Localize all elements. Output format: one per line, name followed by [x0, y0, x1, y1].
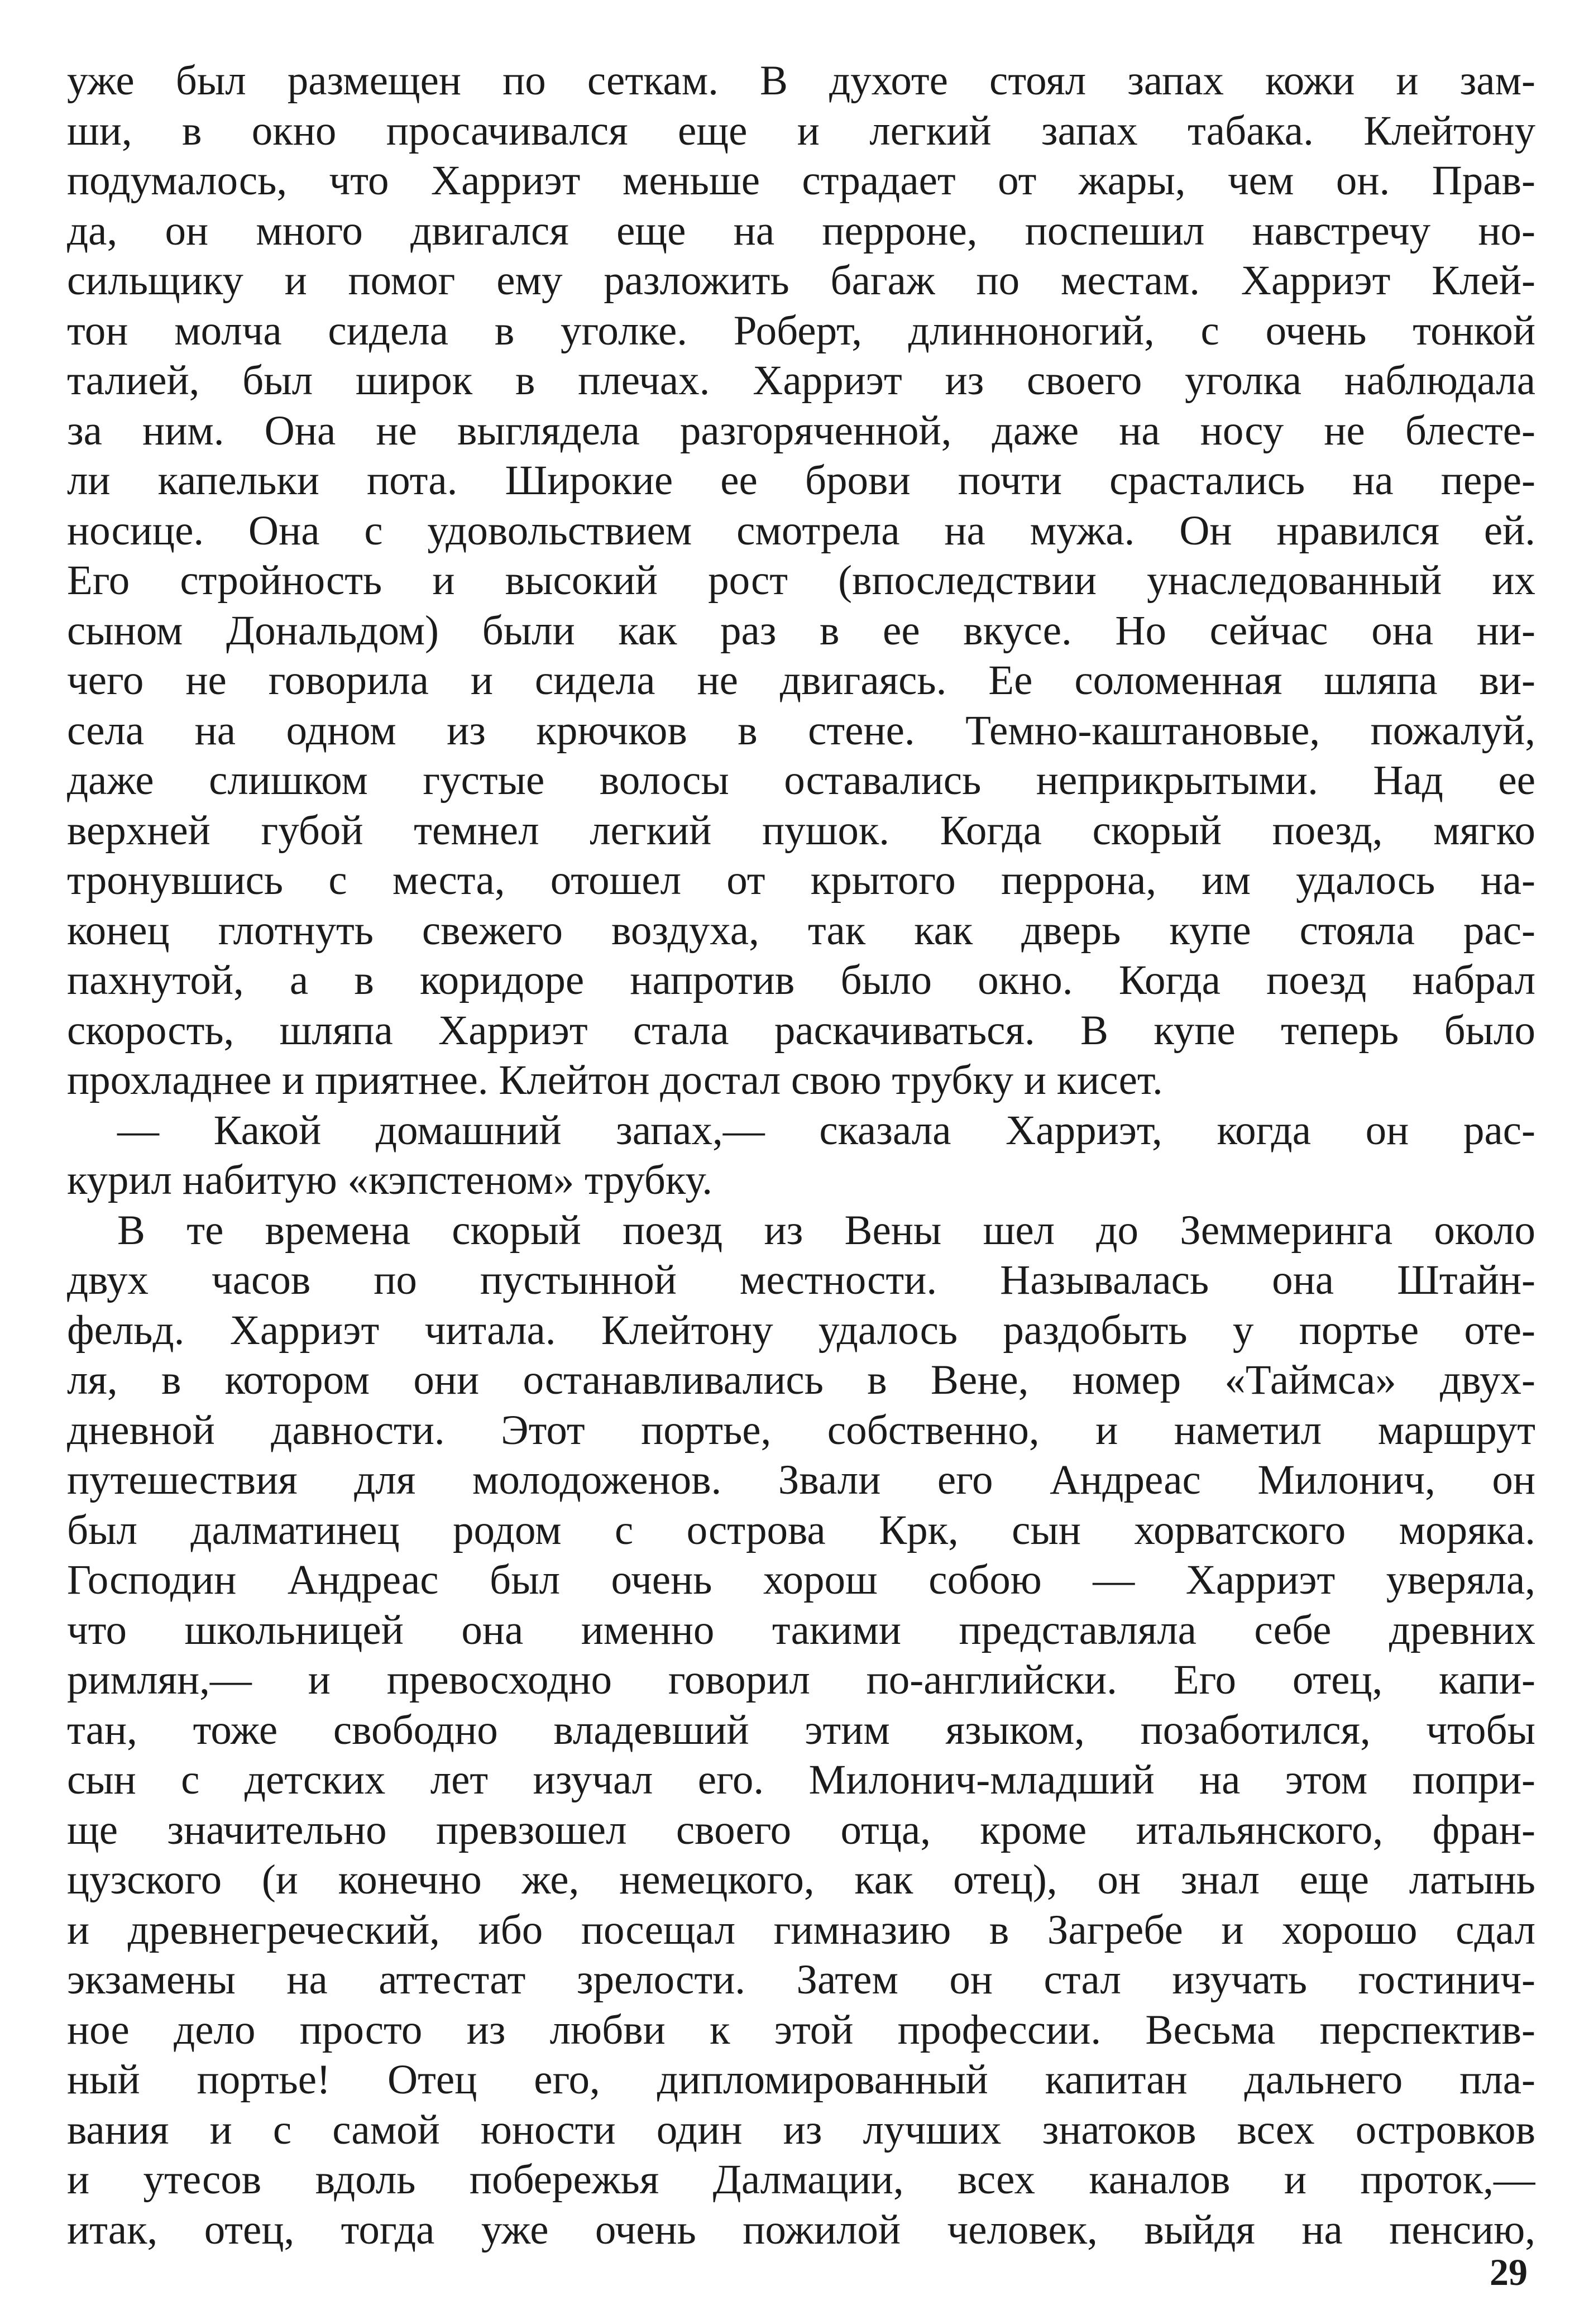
text-line: курил набитую «кэпстеном» трубку. [67, 1157, 713, 1203]
text-line: Господин Андреас был очень хорош собою — Харриэт уверяла, [67, 1557, 1535, 1603]
text-line: прохладнее и приятнее. Клейтон достал свою трубку и кисет. [67, 1057, 1163, 1103]
text-line: был далматинец родом с острова Крк, сын хорватского моряка. [67, 1507, 1535, 1553]
text-line: дневной давности. Этот портье, собственно, и наметил маршрут [67, 1407, 1535, 1453]
text-line: за ним. Она не выглядела разгоряченной, даже на носу не блесте- [67, 407, 1535, 454]
text-line: носице. Она с удовольствием смотрела на мужа. Он нравился ей. [67, 507, 1535, 554]
text-line: и утесов вдоль побережья Далмации, всех каналов и проток,— [67, 2156, 1535, 2203]
text-line: да, он много двигался еще на перроне, поспешил навстречу но- [67, 207, 1535, 254]
text-line: сильщику и помог ему разложить багаж по местам. Харриэт Клей- [67, 257, 1535, 304]
text-line: сын с детских лет изучал его. Милонич-младший на этом попри- [67, 1757, 1535, 1803]
text-line: экзамены на аттестат зрелости. Затем он стал изучать гостинич- [67, 1957, 1535, 2003]
paragraph [67, 1106, 1535, 1206]
text-line: пахнутой, а в коридоре напротив было окно. Когда поезд набрал [67, 957, 1535, 1003]
text-line: ще значительно превзошел своего отца, кроме итальянского, фран- [67, 1806, 1535, 1853]
text-line: ли капельки пота. Широкие ее брови почти срастались на пере- [67, 457, 1535, 504]
text-line: ля, в котором они останавливались в Вене, номер «Таймса» двух- [67, 1357, 1535, 1403]
paragraph [67, 56, 1535, 1106]
text-line: В те времена скорый поезд из Вены шел до Земмеринга около [117, 1207, 1535, 1254]
text-line: что школьницей она именно такими представляла себе древних [67, 1606, 1535, 1653]
text-line: цузского (и конечно же, немецкого, как отец), он знал еще латынь [67, 1857, 1535, 1903]
text-line: вания и с самой юности один из лучших знатоков всех островков [67, 2106, 1535, 2153]
text-line: итак, отец, тогда уже очень пожилой человек, выйдя на пенсию, [67, 2206, 1535, 2253]
text-line: ши, в окно просачивался еще и легкий запах табака. Клейтону [67, 107, 1535, 154]
text-line: Его стройность и высокий рост (впоследствии унаследованный их [67, 557, 1535, 604]
text-line: скорость, шляпа Харриэт стала раскачиваться. В купе теперь было [67, 1007, 1535, 1054]
text-line: — Какой домашний запах,— сказала Харриэт, когда он рас- [117, 1107, 1535, 1154]
body-text [67, 56, 1535, 2255]
text-line: и древнегреческий, ибо посещал гимназию в Загребе и хорошо сдал [67, 1906, 1535, 1953]
text-line: ный портье! Отец его, дипломированный капитан дальнего пла- [67, 2057, 1535, 2103]
text-line: села на одном из крючков в стене. Темно-каштановые, пожалуй, [67, 707, 1535, 754]
text-line: верхней губой темнел легкий пушок. Когда скорый поезд, мягко [67, 807, 1535, 854]
page-number: 29 [1490, 2251, 1528, 2293]
text-line: чего не говорила и сидела не двигаясь. Ее соломенная шляпа ви- [67, 657, 1535, 704]
text-line: римлян,— и превосходно говорил по-английски. Его отец, капи- [67, 1657, 1535, 1703]
text-line: сыном Дональдом) были как раз в ее вкусе. Но сейчас она ни- [67, 607, 1535, 654]
text-line: путешествия для молодоженов. Звали его Андреас Милонич, он [67, 1457, 1535, 1503]
text-line: талией, был широк в плечах. Харриэт из своего уголка наблюдала [67, 357, 1535, 404]
text-line: ное дело просто из любви к этой профессии. Весьма перспектив- [67, 2006, 1535, 2053]
paragraph [67, 1206, 1535, 2255]
text-line: тон молча сидела в уголке. Роберт, длинноногий, с очень тонкой [67, 307, 1535, 354]
text-line: тронувшись с места, отошел от крытого перрона, им удалось на- [67, 857, 1535, 903]
text-line: подумалось, что Харриэт меньше страдает от жары, чем он. Прав- [67, 157, 1535, 204]
text-line: двух часов по пустынной местности. Называлась она Штайн- [67, 1257, 1535, 1303]
text-line: уже был размещен по сеткам. В духоте стоял запах кожи и зам- [67, 58, 1535, 104]
text-line: тан, тоже свободно владевший этим языком, позаботился, чтобы [67, 1706, 1535, 1753]
text-line: фельд. Харриэт читала. Клейтону удалось раздобыть у портье оте- [67, 1307, 1535, 1354]
text-line: конец глотнуть свежего воздуха, так как дверь купе стояла рас- [67, 907, 1535, 954]
text-line: даже слишком густые волосы оставались неприкрытыми. Над ее [67, 757, 1535, 804]
